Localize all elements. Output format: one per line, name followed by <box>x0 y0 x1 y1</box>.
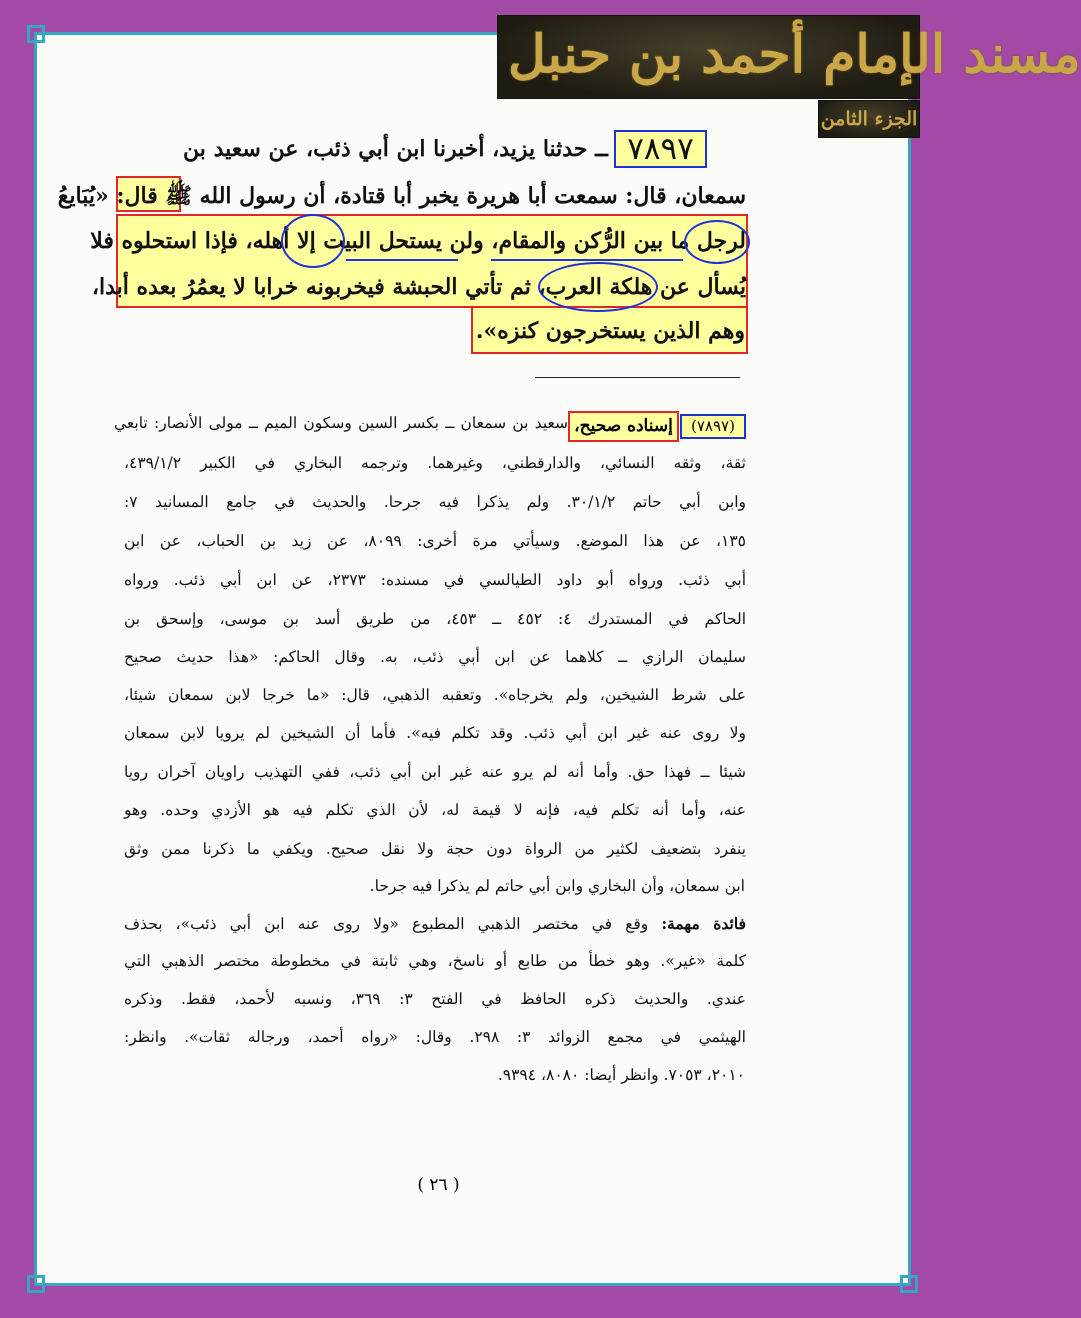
corner-ornament <box>27 1275 45 1293</box>
text-underline <box>346 259 458 261</box>
hadith-line-1: ــ حدثنا يزيد، أخبرنا ابن أبي ذئب، عن سعيد بن <box>183 136 608 162</box>
commentary-line: سليمان الرازي ــ كلاهما عن ابن أبي ذئب، به. وقال الحاكم: «هذا حديث صحيح <box>124 648 746 666</box>
page-number: ( ٢٦ ) <box>417 1175 460 1195</box>
commentary-line: ١٣٥، عن هذا الموضع. وسيأتي مرة أخرى: ٨٠٩٩، عن زيد بن الحباب، عن ابن <box>124 532 746 550</box>
volume-label: الجزء الثامن <box>818 100 920 138</box>
circled-word <box>538 262 658 312</box>
isnad-label: إسناده صحيح، <box>568 411 679 442</box>
circled-word <box>684 220 750 264</box>
commentary-line: وابن أبي حاتم ٣٠/١/٢. ولم يذكرا فيه جرحا. والحديث في جامع المسانيد ٧: <box>124 493 746 511</box>
commentary-line: الحاكم في المستدرك ٤: ٤٥٢ ــ ٤٥٣، من طريق أسد بن موسى، وإسحق بن <box>124 610 747 628</box>
note-line: الهيثمي في مجمع الزوائد ٣: ٢٩٨. وقال: «رواه أحمد، ورجاله ثقات». وانظر: <box>124 1028 746 1046</box>
commentary-line: ولا روى عنه غير ابن أبي ذئب. وقد تكلم فيه». فأما أن الشيخين لم يرويا لابن سمعان <box>124 724 746 742</box>
note-label: فائدة مهمة: <box>661 914 746 933</box>
note-line: عندي. والحديث ذكره الحافظ في الفتح ٣: ٣٦٩، ونسبه لأحمد، فقط. وذكره <box>124 990 746 1008</box>
commentary-line: على شرط الشيخين، ولم يخرجاه». وتعقبه الذهبي، قال: «ما خرجا لابن سمعان شيئا، <box>124 686 746 704</box>
hadith-line-2: سمعان، قال: سمعت أبا هريرة يخبر أبا قتادة، أن رسول الله ﷺ قال: «يُبَايعُ <box>57 183 746 209</box>
hadith-line-5: وهم الذين يستخرجون كنزه». <box>475 318 745 344</box>
text-underline <box>491 259 683 261</box>
commentary-line: أبي ذئب. ورواه أبو داود الطيالسي في مسنده: ٢٣٧٣، عن ابن أبي ذئب. ورواه <box>124 571 746 589</box>
hadith-number: ٧٨٩٧ <box>614 130 707 168</box>
note-text: وقع في مختصر الذهبي المطبوع «ولا روى عنه ابن أبي ذئب»، بحذف <box>124 915 649 933</box>
corner-ornament <box>900 1275 918 1293</box>
book-title: مسند الإمام أحمد بن حنبل <box>508 24 1081 85</box>
hadith-line-3: لرجل ما بين الرُّكن والمقام، ولن يستحل البيت إلا أهله، فإذا استحلوه فلا <box>90 228 746 254</box>
circled-word <box>281 214 345 268</box>
note-line-first <box>124 914 746 933</box>
corner-ornament <box>27 25 45 43</box>
commentary-line: شيئا ــ فهذا حق. وأما أنه لم يرو عنه غير ابن أبي ذئب، ففي التهذيب راويان آخران رويا <box>124 763 746 781</box>
commentary-line: ثقة، وثقه النسائي، والدارقطني، وغيرهما. وترجمه البخاري في الكبير ٤٣٩/١/٢، <box>124 454 746 472</box>
book-title-banner <box>497 15 1081 99</box>
separator-rule <box>535 377 740 378</box>
commentary-number: (٧٨٩٧) <box>680 414 746 439</box>
commentary-line: ينفرد بتضعيف لكثير من الرواة دون حجة ولا نقل صحيح. ويكفي ما ذكرنا ممن وثق <box>124 840 746 858</box>
commentary-line: ابن سمعان، وأن البخاري وابن أبي حاتم لم يذكرا فيه جرحا. <box>369 877 745 895</box>
hadith-line-4: يُسأل عن هلكة العرب، ثم تأتي الحبشة فيخربونه خرابا لا يعمُرُ بعده أبدا، <box>91 274 746 300</box>
note-line: كلمة «غير». وهو خطأ من طابع أو ناسخ، وهي ثابتة في مخطوطة مختصر الذهبي التي <box>124 952 746 970</box>
note-line: ٢٠١٠، ٧٠٥٣. وانظر أيضا: ٨٠٨٠، ٩٣٩٤. <box>497 1066 745 1084</box>
commentary-line: عنه، وأما أنه تكلم فيه، فإنه لا قيمة له، لأن الذي تكلم فيه هو الأزدي وحده. وهو <box>124 801 746 819</box>
commentary-line: سعيد بن سمعان ــ بكسر السين وسكون الميم ــ مولى الأنصار: تابعي <box>114 414 568 432</box>
